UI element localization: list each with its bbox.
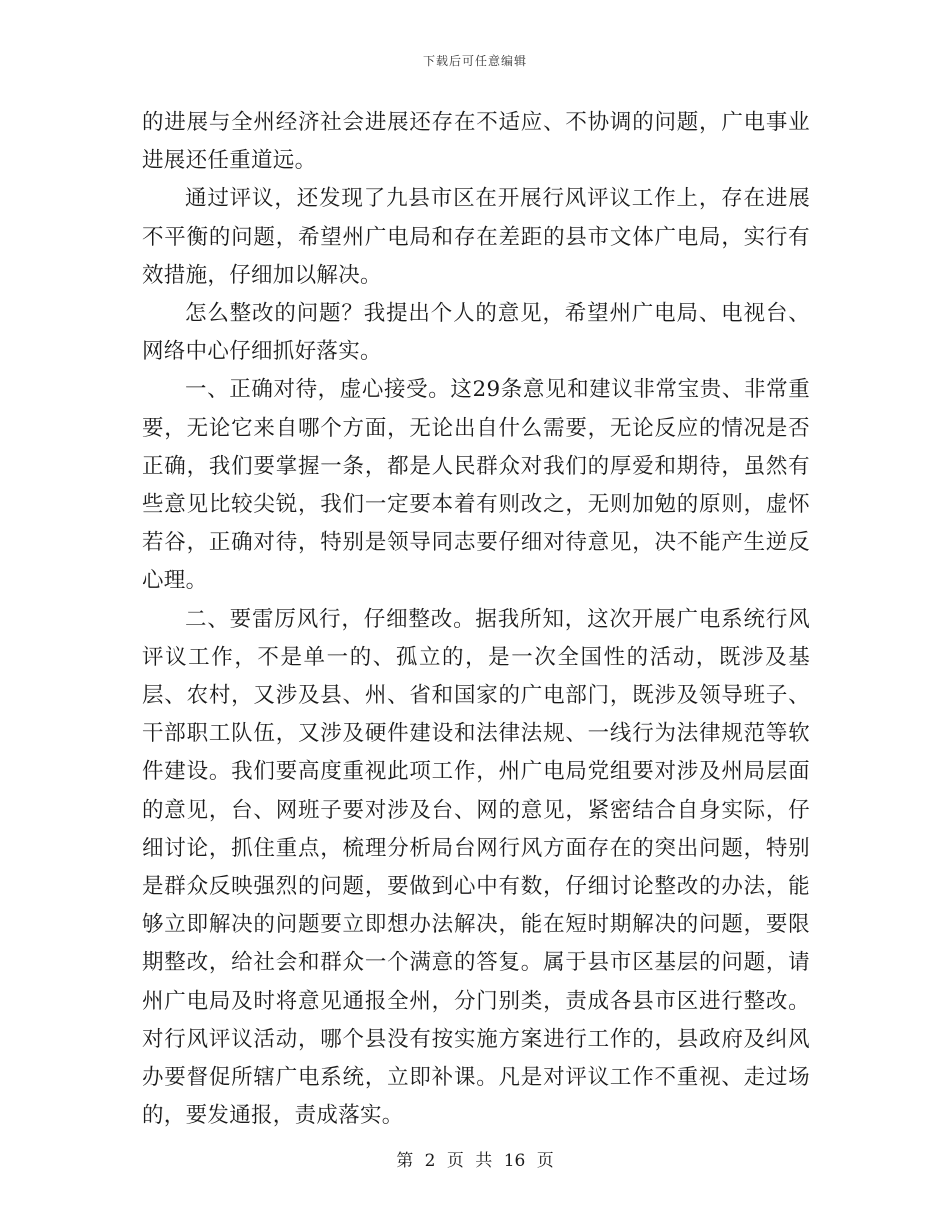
paragraph: 怎么整改的问题？我提出个人的意见，希望州广电局、电视台、网络中心仔细抓好落实。: [142, 301, 810, 365]
paragraph: 一、正确对待，虚心接受。这29条意见和建议非常宝贵、非常重要，无论它来自哪个方面，无论出自什么需要，无论反应的情况是否正确，我们要掌握一条，都是人民群众对我们的厚爱和期待，虽然有些意见比较尖锐，我们一定要本着有则改之，无则加勉的原则，虚怀若谷，正确对待，特别是领导同志要仔细对待意见，决不能产生逆反心理。: [142, 377, 810, 594]
page-number: 第 2 页 共 16 页: [396, 1151, 554, 1171]
paragraph-continuation: 的进展与全州经济社会进展还存在不适应、不协调的问题，广电事业进展还任重道远。: [142, 110, 810, 174]
paragraph: 通过评议，还发现了九县市区在开展行风评议工作上，存在进展不平衡的问题，希望州广电局和存在差距的县市文体广电局，实行有效措施，仔细加以解决。: [142, 186, 810, 288]
document-body: [142, 104, 810, 1135]
paragraph: 二、要雷厉风行，仔细整改。据我所知，这次开展广电系统行风评议工作，不是单一的、孤立的，是一次全国性的活动，既涉及基层、农村，又涉及县、州、省和国家的广电部门，既涉及领导班子、干部职工队伍，又涉及硬件建设和法律法规、一线行为法律规范等软件建设。我们要高度重视此项工作，州广电局党组要对涉及州局层面的意见，台、网班子要对涉及台、网的意见，紧密结合自身实际，仔细讨论，抓住重点，梳理分析局台网行风方面存在的突出问题，特别是群众反映强烈的问题，要做到心中有数，仔细讨论整改的办法，能够立即解决的问题要立即想办法解决，能在短时期解决的问题，要限期整改，给社会和群众一个满意的答复。属于县市区基层的问题，请州广电局及时将意见通报全州，分门别类，责成各县市区进行整改。对行风评议活动，哪个县没有按实施方案进行工作的，县政府及纠风办要督促所辖广电系统，立即补课。凡是对评议工作不重视、走过场的，要发通报，责成落实。: [142, 606, 810, 1129]
header-note: 下载后可任意编辑: [422, 54, 527, 68]
